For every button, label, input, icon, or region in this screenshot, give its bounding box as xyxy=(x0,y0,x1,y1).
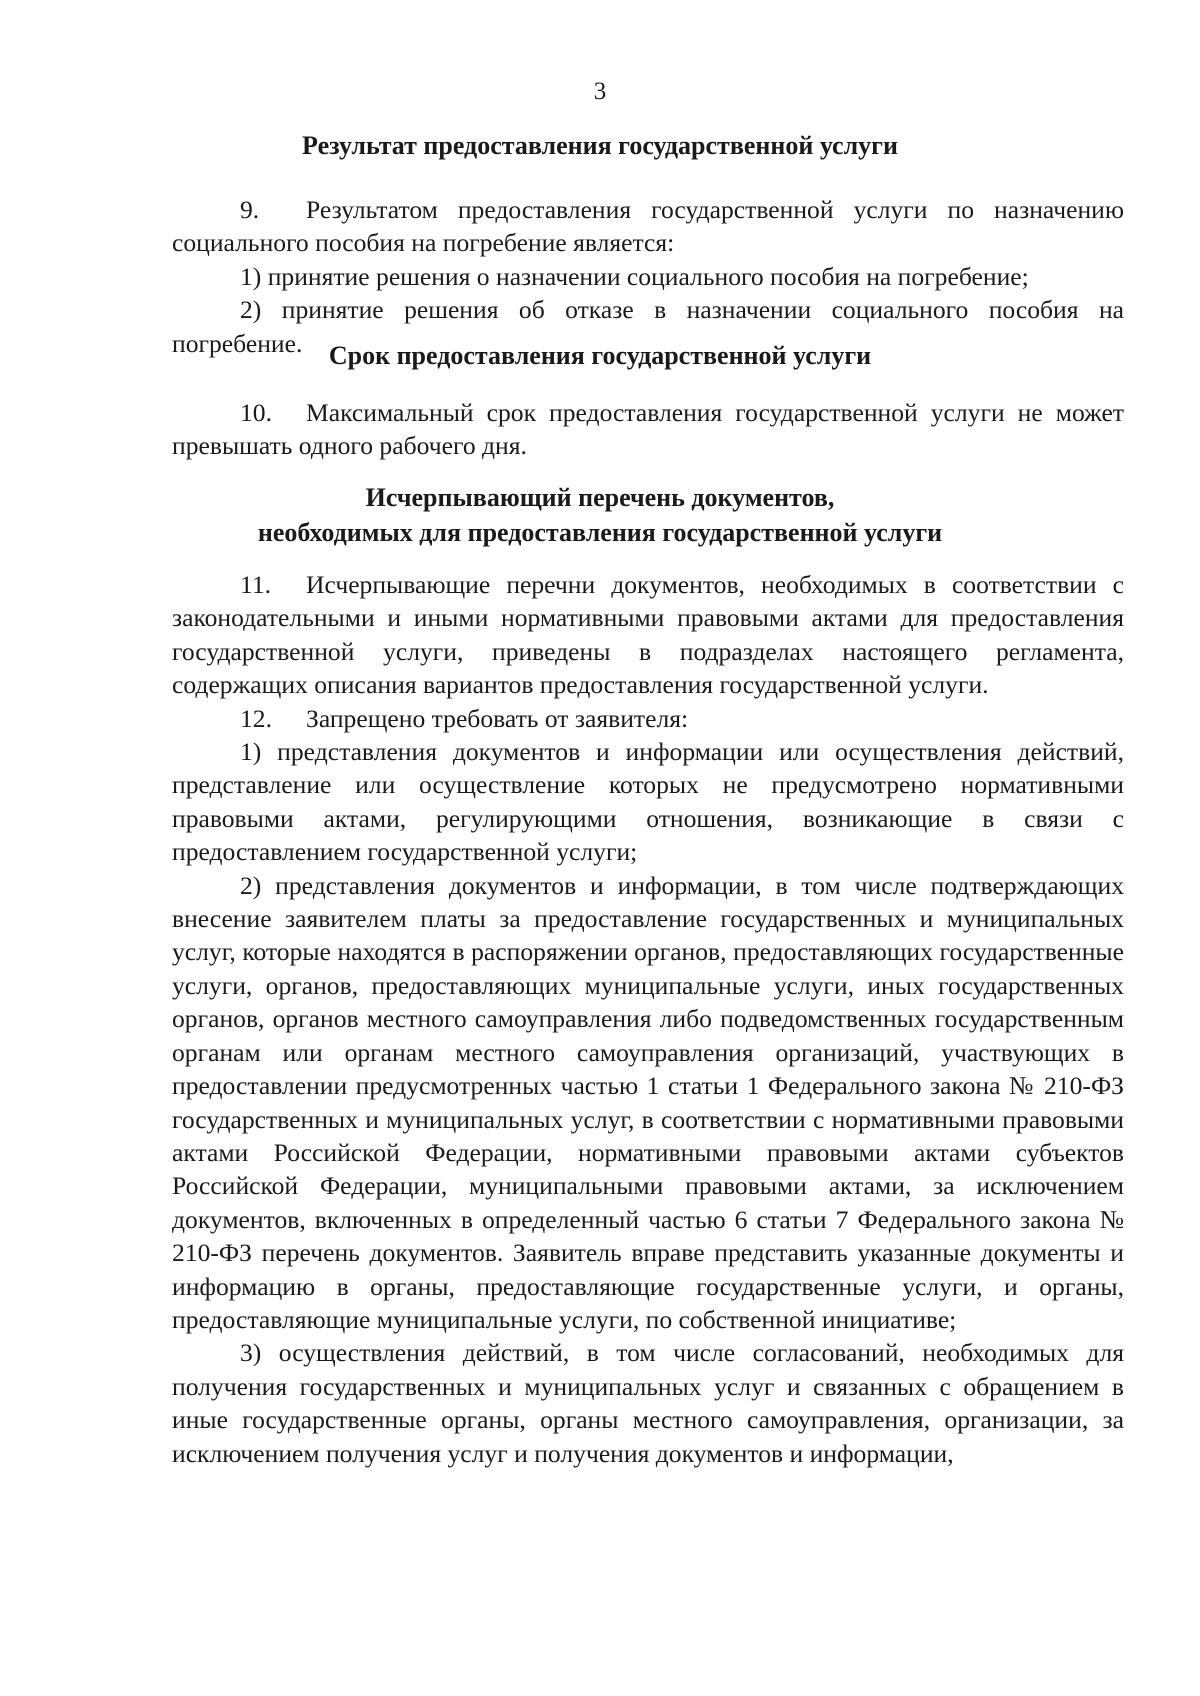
section-heading-documents xyxy=(150,480,1050,550)
paragraph-9-item-1 xyxy=(172,260,1124,293)
section-heading-result: Результат предоставления государственной услуги xyxy=(302,131,898,160)
paragraph-text: Запрещено требовать от заявителя: xyxy=(306,703,689,733)
paragraph-9 xyxy=(172,193,1124,260)
paragraph-number: 11. xyxy=(240,570,272,599)
paragraph-number: 12. xyxy=(240,703,272,733)
section-body-term xyxy=(172,396,1124,463)
paragraph-12-item-2 xyxy=(172,869,1124,1337)
paragraph-10 xyxy=(172,396,1124,463)
paragraph-12-item-1 xyxy=(172,735,1124,869)
heading-line: необходимых для предоставления государственной услуги xyxy=(257,518,943,547)
paragraph-number: 9. xyxy=(240,195,260,224)
paragraph-12 xyxy=(172,702,1124,735)
paragraph-12-item-3 xyxy=(172,1336,1124,1470)
paragraph-text: 2) представления документов и информации, в том числе подтверждающих внесение заявителем платы за предоставление государственных и муниципальных услуг, которые находятся в распоряжении органов, предоставляющих государственные услуги, органов, предоставляющих муниципальные услуги, иных государственных органов, органов местного самоуправления либо подведомственных государственным органам или органам местного самоуправления организаций, участвующих в предоставлении предусмотренных частью 1 статьи 1 Федерального закона № 210-ФЗ государственных и муниципальных услуг, в соответствии с нормативными правовыми актами Российской Федерации, нормативными правовыми актами субъектов Российской Федерации, муниципальными правовыми актами, за исключением документов, включенных в определенный частью 6 статьи 7 Федерального закона № 210-ФЗ перечень документов. Заявитель вправе представить указанные документы и информацию в органы, предоставляющие государственные услуги, и органы, предоставляющие муниципальные услуги, по собственной инициативе; xyxy=(172,870,1124,1334)
paragraph-text: 1) представления документов и информации или осуществления действий, представление или осуществление которых не предусмотрено нормативными правовыми актами, регулирующими отношения, возникающие в связи с предоставлением государственной услуги; xyxy=(172,737,1124,867)
paragraph-text: 2) принятие решения об отказе в назначении социального пособия на погребение. xyxy=(172,295,1124,358)
paragraph-text: 3) осуществления действий, в том числе согласований, необходимых для получения государственных и муниципальных услуг и связанных с обращением в иные государственные органы, органы местного самоуправления, организации, за исключением получения услуг и получения документов и информации, xyxy=(172,1338,1124,1468)
paragraph-text: 1) принятие решения о назначении социального пособия на погребение; xyxy=(240,261,1029,291)
paragraph-number: 10. xyxy=(240,398,272,427)
page-number: 3 xyxy=(593,78,607,105)
paragraph-text: Максимальный срок предоставления государственной услуги не может превышать одного рабочего дня. xyxy=(172,398,1124,461)
section-body-documents xyxy=(172,568,1124,1470)
section-heading-term: Срок предоставления государственной услуги xyxy=(328,341,872,370)
paragraph-text: Результатом предоставления государственной услуги по назначению социального пособия на погребение является: xyxy=(172,195,1124,258)
paragraph-text: Исчерпывающие перечни документов, необходимых в соответствии с законодательными и иными нормативными правовыми актами для предоставления государственной услуги, приведены в подразделах настоящего регламента, содержащих описания вариантов предоставления государственной услуги. xyxy=(172,570,1124,700)
heading-line: Исчерпывающий перечень документов, xyxy=(365,483,835,512)
section-body-result xyxy=(172,193,1124,360)
paragraph-11 xyxy=(172,568,1124,702)
